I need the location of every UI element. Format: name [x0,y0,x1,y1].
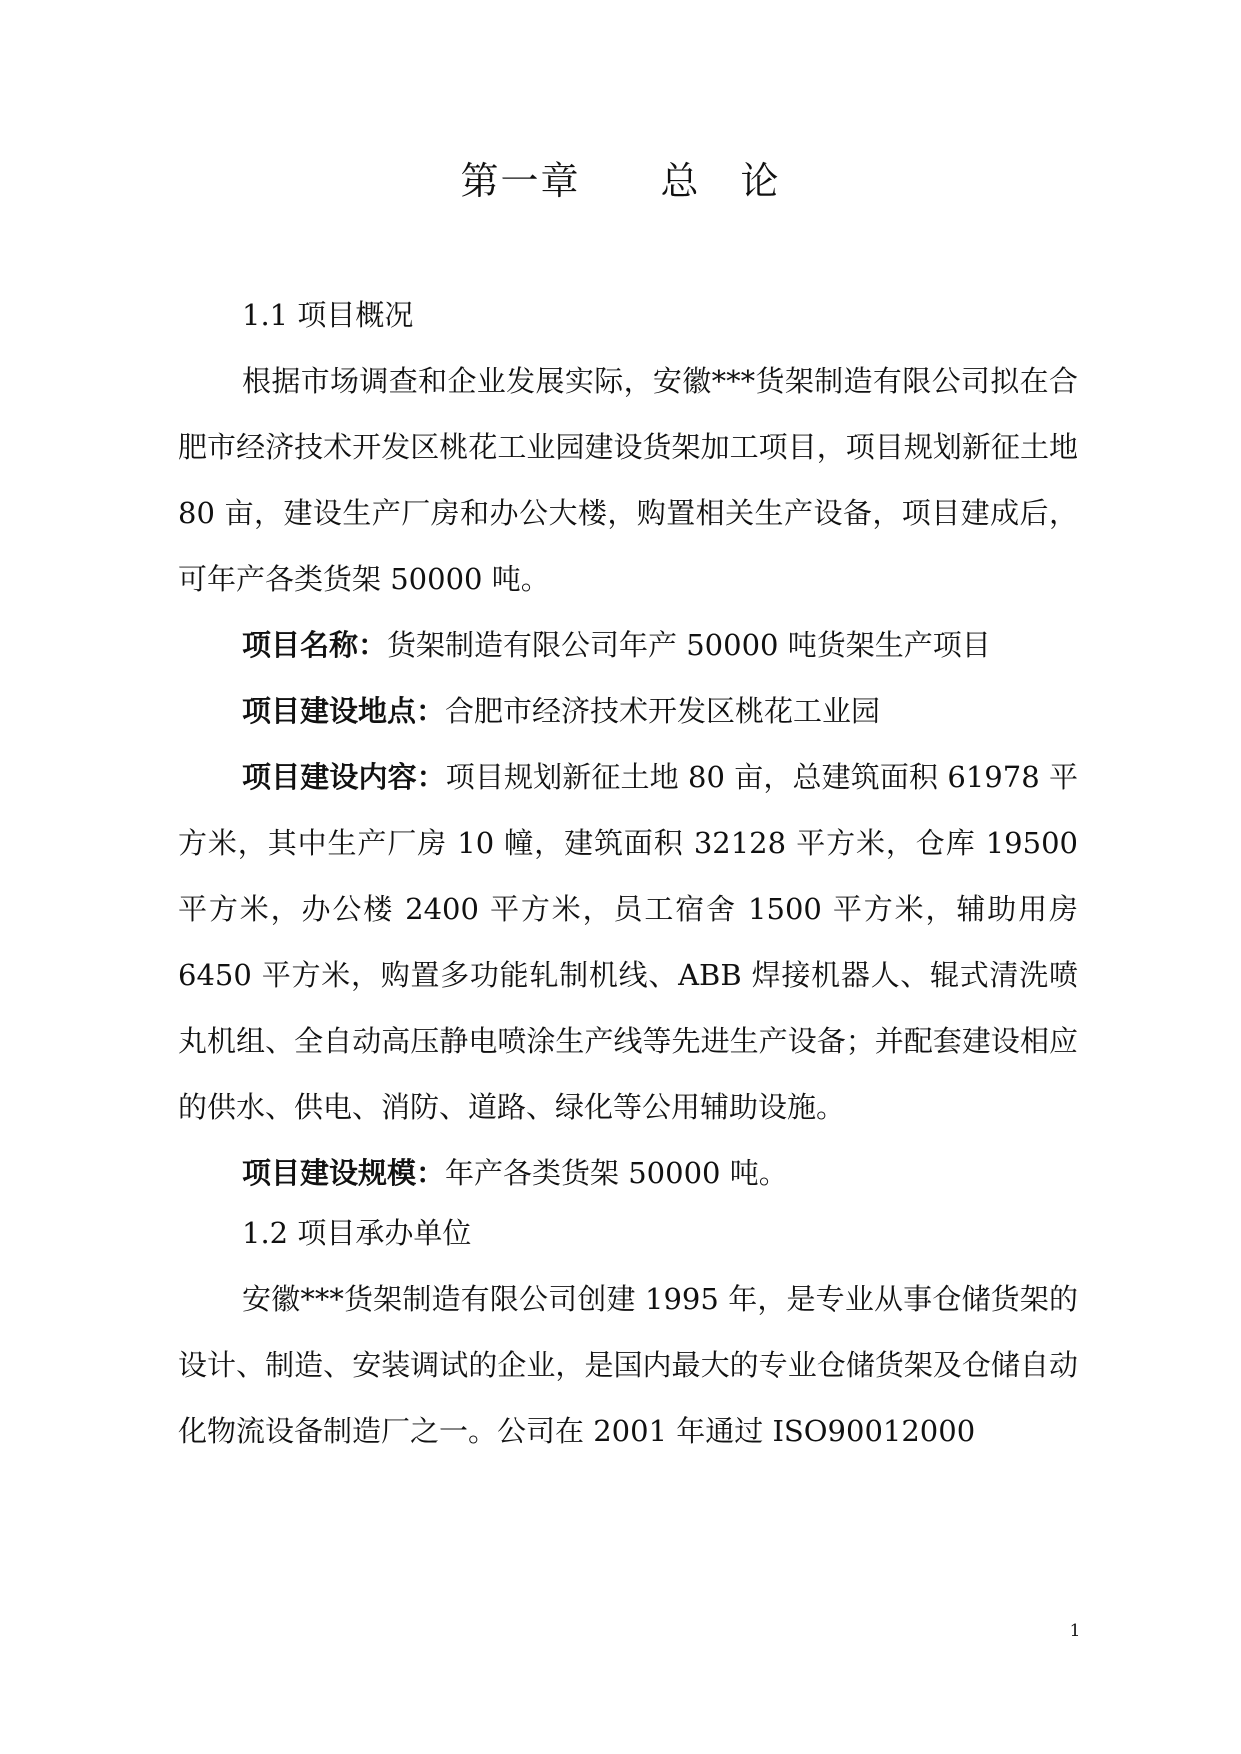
project-content-label: 项目建设内容： [242,760,446,794]
project-scale-line [178,1140,1078,1206]
project-content-value: 项目规划新征土地 80 亩，总建筑面积 61978 平方米，其中生产厂房 10 幢，建筑面积 32128 平方米，仓库 19500 平方米，办公楼 2400 平方米，员工宿舍 1500 平方米，辅助用房 6450 平方米，购置多功能轧制机线、ABB 焊接机器人、辊式清洗喷丸机组、全自动高压静电喷涂生产线等先进生产设备；并配套建设相应的供水、供电、消防、道路、绿化等公用辅助设施。 [178,760,1078,1124]
project-name-label: 项目名称： [242,628,388,662]
project-scale-label: 项目建设规模： [242,1156,446,1190]
chapter-title: 第一章 总 论 [460,159,781,203]
project-content-paragraph [178,744,1078,1140]
section-heading-1-2: 1.2 项目承办单位 [242,1216,472,1250]
project-name-value: 货架制造有限公司年产 50000 吨货架生产项目 [387,628,991,662]
project-location-value: 合肥市经济技术开发区桃花工业园 [445,694,881,728]
document-body [178,282,1078,1464]
project-name-line [178,612,1078,678]
project-scale-value: 年产各类货架 50000 吨。 [445,1156,788,1190]
project-location-label: 项目建设地点： [242,694,446,728]
company-paragraph: 安徽***货架制造有限公司创建 1995 年，是专业从事仓储货架的设计、制造、安装调试的企业，是国内最大的专业仓储货架及仓储自动化物流设备制造厂之一。公司在 2001 年通过 ISO90012000 [178,1282,1078,1448]
project-overview-paragraph: 根据市场调查和企业发展实际，安徽***货架制造有限公司拟在合肥市经济技术开发区桃花工业园建设货架加工项目，项目规划新征土地 80 亩，建设生产厂房和办公大楼，购置相关生产设备，项目建成后，可年产各类货架 50000 吨。 [178,364,1078,596]
section-heading-1-1: 1.1 项目概况 [242,298,414,332]
page-number: 1 [1069,1621,1081,1641]
project-location-line [178,678,1078,744]
